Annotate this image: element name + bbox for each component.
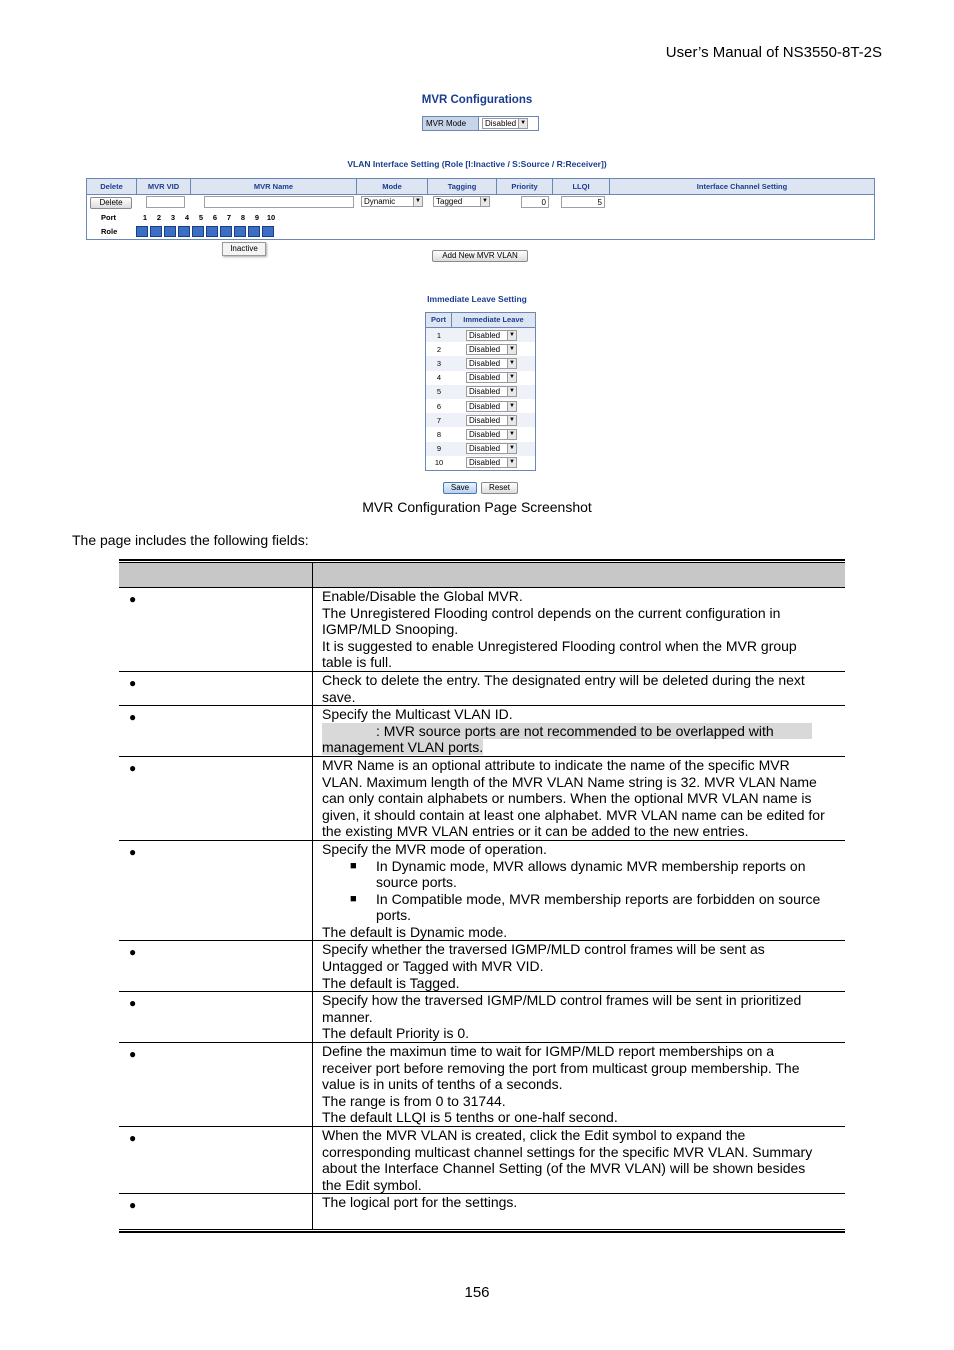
port-number: 10: [266, 213, 276, 222]
note-line: management VLAN ports.: [322, 739, 484, 756]
il-table-body: [426, 328, 535, 470]
il-port: 9: [436, 444, 442, 454]
port-number: 8: [240, 213, 246, 222]
field-row: [119, 1043, 845, 1127]
il-port: 2: [436, 344, 442, 354]
bullet-dot-icon: ●: [129, 1047, 137, 1062]
col-interface-channel: Interface Channel Setting: [696, 182, 788, 191]
sub-bullet: [322, 891, 839, 924]
il-row: [426, 456, 535, 470]
il-row: [426, 328, 535, 342]
immediate-leave-value: Disabled: [469, 387, 501, 397]
chevron-down-icon: ▼: [507, 359, 516, 368]
immediate-leave-value: Disabled: [469, 429, 501, 439]
immediate-leave-select[interactable]: [466, 386, 517, 397]
description-line: IGMP/MLD Snooping.: [322, 621, 459, 638]
mvr-mode-value: Disabled: [485, 119, 517, 128]
immediate-leave-table: [425, 312, 536, 471]
description-line: The default Priority is 0.: [322, 1025, 470, 1042]
role-button-port-9[interactable]: [248, 226, 260, 237]
save-button[interactable]: Save: [443, 482, 477, 494]
description-line: The Unregistered Flooding control depends on the current configuration in: [322, 604, 781, 621]
field-description-cell: [313, 706, 845, 756]
sub-bullet-line: ports.: [376, 907, 412, 924]
immediate-leave-select[interactable]: [466, 443, 517, 454]
port-label: Port: [101, 213, 116, 222]
il-port: 5: [436, 387, 442, 397]
field-name-cell: [119, 706, 313, 756]
role-button-port-8[interactable]: [234, 226, 246, 237]
description-line: MVR Name is an optional attribute to indicate the name of the specific MVR: [322, 756, 790, 773]
role-button-port-7[interactable]: [220, 226, 232, 237]
role-label: Role: [101, 227, 118, 236]
field-row: [119, 1127, 845, 1194]
tagging-value: Tagged: [436, 197, 463, 206]
port-number: 2: [156, 213, 162, 222]
immediate-leave-select[interactable]: [466, 344, 517, 355]
field-table-header: [119, 562, 845, 588]
immediate-leave-select[interactable]: [466, 401, 517, 412]
chevron-down-icon: ▼: [507, 387, 516, 396]
bullet-dot-icon: ●: [129, 1131, 137, 1145]
sub-bullet-line: In Dynamic mode, MVR allows dynamic MVR membership reports on: [376, 857, 806, 874]
description-line: The default is Tagged.: [322, 974, 460, 991]
field-description-cell: [313, 1043, 845, 1126]
bullet-dot-icon: ●: [129, 760, 137, 775]
chevron-down-icon: ▼: [507, 458, 516, 467]
immediate-leave-value: Disabled: [469, 330, 501, 340]
il-port: 1: [436, 330, 442, 340]
header-object-cell: [119, 563, 313, 587]
bullet-dot-icon: ●: [129, 710, 137, 725]
il-row: [426, 442, 535, 456]
field-name-cell: [119, 1127, 313, 1193]
description-line: the Edit symbol.: [322, 1176, 422, 1193]
il-col-immediate-leave: Immediate Leave: [463, 315, 524, 324]
field-description-cell: [313, 1194, 845, 1229]
bullet-dot-icon: ●: [129, 592, 137, 606]
figure-caption: MVR Configuration Page Screenshot: [362, 499, 592, 515]
il-port: 10: [434, 458, 444, 468]
field-table-body: [119, 588, 845, 1230]
col-mode: Mode: [357, 179, 428, 194]
field-row: [119, 941, 845, 992]
role-button-port-6[interactable]: [206, 226, 218, 237]
square-bullet-icon: ■: [350, 859, 357, 872]
immediate-leave-select[interactable]: [466, 457, 517, 468]
description-line: value is in units of tenths of a seconds.: [322, 1076, 563, 1093]
immediate-leave-value: Disabled: [469, 415, 501, 425]
sub-bullet-line: In Compatible mode, MVR membership reports are forbidden on source: [376, 890, 821, 907]
field-name-cell: [119, 757, 313, 840]
vlan-section-title: VLAN Interface Setting (Role [I:Inactive / S:Source / R:Receiver]): [347, 159, 607, 169]
header-description-cell: [313, 563, 845, 587]
immediate-leave-select[interactable]: [466, 358, 517, 369]
llqi-input[interactable]: 5: [561, 196, 605, 208]
add-new-mvr-vlan-button[interactable]: Add New MVR VLAN: [432, 250, 528, 262]
chevron-down-icon: ▼: [507, 331, 516, 340]
il-port: 6: [436, 401, 442, 411]
page-number: 156: [464, 1284, 490, 1301]
port-number: 1: [142, 213, 148, 222]
immediate-leave-value: Disabled: [469, 358, 501, 368]
field-table: [119, 559, 845, 1233]
role-button-port-5[interactable]: [192, 226, 204, 237]
field-name-cell: [119, 1194, 313, 1229]
field-name-cell: [119, 841, 313, 941]
il-row: [426, 342, 535, 356]
col-mvr-vid: MVR VID: [137, 179, 191, 194]
field-row: [119, 672, 845, 706]
field-row: [119, 706, 845, 757]
field-row: [119, 992, 845, 1043]
il-port: 4: [436, 373, 442, 383]
immediate-leave-select[interactable]: [466, 429, 517, 440]
mvr-mode-label: MVR Mode: [423, 117, 479, 130]
chevron-down-icon: ▼: [518, 119, 527, 128]
priority-input[interactable]: 0: [521, 196, 549, 208]
row-padding: [322, 1211, 839, 1229]
mvr-mode-row: [422, 116, 539, 131]
delete-button[interactable]: Delete: [90, 197, 132, 209]
mvr-vid-input[interactable]: [146, 196, 185, 208]
il-table-header: [426, 313, 535, 328]
port-number: 3: [170, 213, 176, 222]
description-line: Untagged or Tagged with MVR VID.: [322, 958, 544, 975]
port-numbers: [138, 213, 278, 222]
field-name-cell: [119, 588, 313, 671]
immediate-leave-title: Immediate Leave Setting: [427, 294, 527, 304]
bullet-dot-icon: ●: [129, 675, 137, 690]
square-bullet-icon: ■: [350, 892, 357, 905]
field-description-cell: [313, 992, 845, 1042]
chevron-down-icon: ▼: [507, 444, 516, 453]
il-row: [426, 371, 535, 385]
description-line: about the Interface Channel Setting (of the MVR VLAN) will be shown besides: [322, 1160, 806, 1177]
chevron-down-icon: ▼: [507, 430, 516, 439]
description-line: The logical port for the settings.: [322, 1194, 518, 1211]
role-button-port-2[interactable]: [150, 226, 162, 237]
description-line: VLAN. Maximum length of the MVR VLAN Name string is 32. MVR VLAN Name: [322, 773, 817, 790]
il-port: 3: [436, 358, 442, 368]
field-row: [119, 1194, 845, 1230]
field-description-cell: [313, 672, 845, 705]
vlan-table: [86, 178, 875, 240]
role-tooltip: Inactive: [222, 242, 266, 256]
description-line: table is full.: [322, 654, 393, 671]
il-port: 7: [436, 415, 442, 425]
il-row: [426, 427, 535, 441]
field-name-cell: [119, 992, 313, 1042]
mvr-mode-select[interactable]: [482, 118, 528, 129]
table-bottom-rule: [119, 1231, 845, 1233]
role-button-port-10[interactable]: [262, 226, 274, 237]
il-row: [426, 356, 535, 370]
col-llqi: LLQI: [553, 179, 610, 194]
immediate-leave-select[interactable]: [466, 330, 517, 341]
immediate-leave-select[interactable]: [466, 372, 517, 383]
description-line: The range is from 0 to 31744.: [322, 1092, 506, 1109]
field-row: [119, 588, 845, 672]
chevron-down-icon: ▼: [413, 197, 422, 206]
description-line: manner.: [322, 1008, 373, 1025]
table-top-rule: [119, 559, 845, 561]
reset-button[interactable]: Reset: [481, 482, 518, 494]
il-col-port: Port: [426, 313, 452, 327]
immediate-leave-value: Disabled: [469, 444, 501, 454]
field-name-cell: [119, 1043, 313, 1126]
field-description-cell: [313, 588, 845, 671]
note-block: [322, 723, 839, 756]
description-line: Specify whether the traversed IGMP/MLD control frames will be sent as: [322, 941, 765, 958]
description-line: Specify the Multicast VLAN ID.: [322, 706, 513, 723]
role-buttons: [136, 226, 274, 237]
field-description-cell: [313, 1127, 845, 1193]
description-line: receiver port before removing the port from multicast group membership. The: [322, 1059, 800, 1076]
vlan-table-body: [87, 195, 874, 239]
sub-bullet-line: source ports.: [376, 874, 457, 891]
description-line: save.: [322, 688, 356, 705]
chevron-down-icon: ▼: [480, 197, 489, 206]
field-description-cell: [313, 757, 845, 840]
field-description-cell: [313, 841, 845, 941]
bullet-dot-icon: ●: [129, 945, 137, 960]
field-row: [119, 757, 845, 841]
il-port: 8: [436, 429, 442, 439]
description-line: corresponding multicast channel settings for the specific MVR VLAN. Summary: [322, 1143, 813, 1160]
field-name-cell: [119, 672, 313, 705]
col-delete: Delete: [87, 179, 137, 194]
chevron-down-icon: ▼: [507, 402, 516, 411]
chevron-down-icon: ▼: [507, 373, 516, 382]
role-button-port-4[interactable]: [178, 226, 190, 237]
mode-value: Dynamic: [364, 197, 396, 206]
port-number: 4: [184, 213, 190, 222]
intro-text: The page includes the following fields:: [72, 532, 309, 548]
il-row: [426, 413, 535, 427]
bullet-dot-icon: ●: [129, 996, 137, 1011]
mvr-name-input[interactable]: [204, 196, 354, 208]
chevron-down-icon: ▼: [507, 416, 516, 425]
description-line: Specify the MVR mode of operation.: [322, 840, 547, 857]
immediate-leave-value: Disabled: [469, 458, 501, 468]
description-line: given, it should contain at least one alphabet. MVR VLAN name can be edited for: [322, 806, 825, 823]
immediate-leave-value: Disabled: [469, 401, 501, 411]
field-name-cell: [119, 941, 313, 991]
immediate-leave-value: Disabled: [469, 373, 501, 383]
description-line: When the MVR VLAN is created, click the Edit symbol to expand the: [322, 1127, 746, 1143]
role-button-port-3[interactable]: [164, 226, 176, 237]
tagging-select[interactable]: [433, 196, 490, 207]
description-line: Define the maximun time to wait for IGMP/MLD report memberships on a: [322, 1043, 775, 1060]
col-tagging: Tagging: [428, 179, 497, 194]
immediate-leave-select[interactable]: [466, 415, 517, 426]
mvr-config-title: MVR Configurations: [421, 94, 533, 106]
vlan-table-header: [87, 179, 874, 195]
chevron-down-icon: ▼: [507, 345, 516, 354]
bullet-dot-icon: ●: [129, 1198, 137, 1213]
col-priority: Priority: [497, 179, 553, 194]
field-row: [119, 841, 845, 942]
description-line: Check to delete the entry. The designated entry will be deleted during the next: [322, 671, 805, 688]
description-line: It is suggested to enable Unregistered Flooding control when the MVR group: [322, 637, 797, 654]
note-line: : MVR source ports are not recommended to be overlapped with: [322, 723, 812, 740]
field-description-cell: [313, 941, 845, 991]
bullet-dot-icon: ●: [129, 844, 137, 859]
port-number: 9: [254, 213, 260, 222]
description-line: The default LLQI is 5 tenths or one-half second.: [322, 1109, 618, 1126]
description-line: The default is Dynamic mode.: [322, 923, 508, 940]
port-number: 7: [226, 213, 232, 222]
description-line: Specify how the traversed IGMP/MLD control frames will be sent in prioritized: [322, 992, 802, 1009]
port-number: 5: [198, 213, 204, 222]
port-number: 6: [212, 213, 218, 222]
mode-select[interactable]: [361, 196, 423, 207]
il-row: [426, 385, 535, 399]
manual-header: User’s Manual of NS3550-8T-2S: [665, 44, 882, 61]
role-button-port-1[interactable]: [136, 226, 148, 237]
description-line: the existing MVR VLAN entries or it can be added to the new entries.: [322, 823, 749, 840]
immediate-leave-value: Disabled: [469, 344, 501, 354]
description-line: Enable/Disable the Global MVR.: [322, 588, 523, 604]
col-mvr-name: MVR Name: [191, 179, 357, 194]
il-row: [426, 399, 535, 413]
description-line: can only contain alphabets or numbers. When the optional MVR VLAN name is: [322, 790, 812, 807]
sub-bullet: [322, 858, 839, 891]
